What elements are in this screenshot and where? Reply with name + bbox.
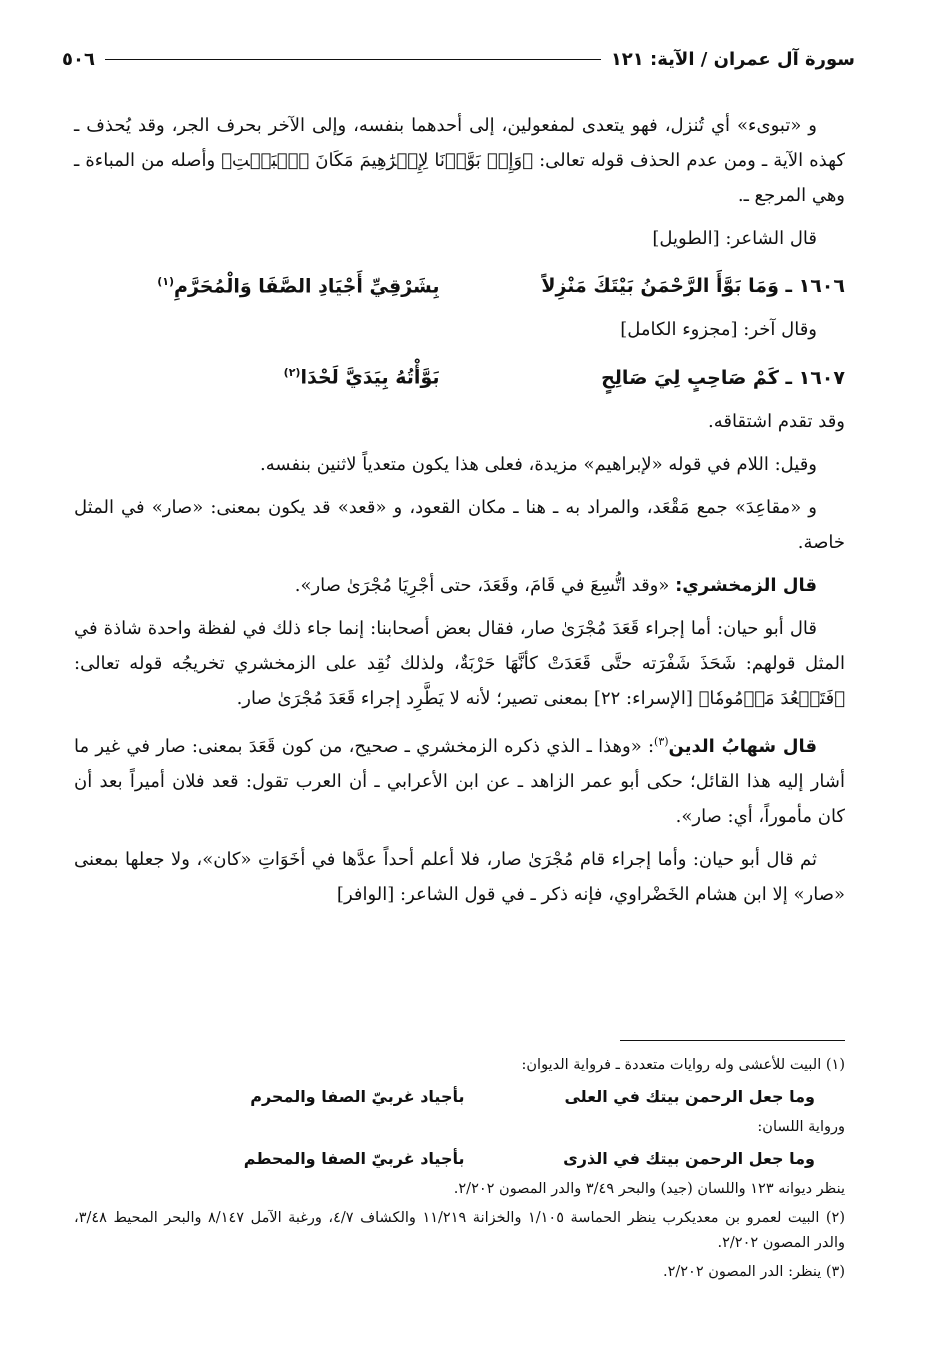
meter-label: قال الشاعر: [الطويل] [652, 228, 817, 249]
paragraph: ثم قال أبو حيان: وأما إجراء قام مُجْرَىٰ صار، فلا أعلم أحداً عدَّها في أخَوَاتِ «كان»، ولا جعلها بمعنى «صار» إلا ابن هشام الخَضْراوي، فإنه ذكر ـ في قول الشاعر: [الوافر] [74, 848, 845, 905]
paragraph: قال الزمخشري: «وقد اتُّسِعَ في قَامَ، وقَعَدَ، حتى أجْرِيَا مُجْرَىٰ صار». [294, 574, 817, 596]
header-rule [105, 59, 601, 60]
footnote-text: ورواية اللسان: [757, 1119, 845, 1135]
main-text [74, 108, 845, 920]
speaker-label: قال الزمخشري: [675, 574, 817, 596]
verse-1606 [74, 264, 845, 304]
meter-label: وقال آخر: [مجزوء الكامل] [620, 319, 817, 341]
page-number: ٥٠٦ [62, 48, 95, 70]
footnote-marker: (٣) [654, 734, 669, 748]
footnote-marker: (٢) [283, 366, 301, 380]
paragraph: و «تبوىء» أي تُنزل، فهو يتعدى لمفعولين، إلى أحدهما بنفسه، وإلى الآخر بحرف الجر، وقد يُحذف ـ كهذه الآية ـ ومن عدم الحذف قوله تعالى: ﴿وَإِذۡ بَوَّأۡنَا لِإِبۡرَٰهِيمَ مَكَانَ ٱلۡبَيۡتِ﴾ وأصله من المباءة ـ وهي المرجع ـ. [74, 115, 845, 206]
footnote-text: ينظر ديوانه ١٢٣ واللسان (جيد) والبحر ٣/٤٩ والدر المصون ٢/٢٠٢. [453, 1181, 845, 1197]
footnote-verse: وما جعل الرحمن بيتك في العلى بأجياد غربيّ الصفا والمحرم [250, 1087, 815, 1106]
surah-title: سورة آل عمران / الآية: ١٢١ [610, 48, 855, 70]
verse-1607 [74, 355, 845, 395]
paragraph: وقد تقدم اشتقاقه. [708, 410, 845, 432]
verse-second-half: بِشَرْقِيِّ أَجْيَادِ الصَّفَا وَالْمُحَرَّمِ$^{(١)}$ [157, 275, 440, 298]
footnote-verse: وما جعل الرحمن بيتك في الذرى بأجياد غربيّ الصفا والمحطم [243, 1149, 815, 1168]
verse-first-half: ١٦٠٧ ـ كَمْ صَاحِبٍ لِيَ صَالِحٍ [601, 366, 845, 389]
paragraph: قال أبو حيان: أما إجراء قَعَدَ مُجْرَىٰ صار، فقال بعض أصحابنا: إنما جاء ذلك في لفظة واحدة شاذة في المثل قولهم: شَحَذَ شَفْرَته حتَّى قَعَدَتْ كأنَّهَا حَرْبَةٌ، ولذلك نُقِد على الزمخشري تخريجُه قوله تعالى: ﴿فَتَقۡعُدَ مَذۡمُومٗا﴾ [الإسراء: ٢٢] بمعنى تصير؛ لأنه لا يَطَّرِد إجراء قَعَدَ مُجْرَىٰ صار. [74, 617, 845, 709]
footnote-2: (٢) البيت لعمرو بن معديكرب ينظر الحماسة ١/١٠٥ والخزانة ١١/٢١٩ والكشاف ٤/٧، ورغبة الآمل ٨/١٤٧ والبحر المحيط ٣/٤٨، والدر المصون ٢/٢٠٢. [74, 1210, 845, 1251]
paragraph: وقيل: اللام في قوله «لإبراهيم» مزيدة، فعلى هذا يكون متعدياً لاثنين بنفسه. [260, 453, 817, 475]
footnotes [74, 1053, 845, 1289]
paragraph: قال شهابُ الدين$^{(٣)}$: «وهذا ـ الذي ذكره الزمخشري ـ صحيح، من كون قَعَدَ بمعنى: صار في غير ما أشار إليه هذا القائل؛ حكى أبو عمر الزاهد ـ عن ابن الأعرابي ـ أن العرب تقول: قعد فلان أميراً بعد أن كان مأموراً، أي: صار». [74, 734, 845, 827]
footnote-3: (٣) ينظر: الدر المصون ٢/٢٠٢. [662, 1264, 845, 1280]
paragraph: و «مقاعِدَ» جمع مَقْعَد، والمراد به ـ هنا ـ مكان القعود، و «قعد» قد يكون بمعنى: «صار» في المثل خاصة. [74, 496, 845, 553]
footnote-1: (١) البيت للأعشى وله روايات متعددة ـ فرواية الديوان: [521, 1057, 845, 1073]
footnote-marker: (١) [157, 275, 175, 288]
footnote-separator [620, 1040, 845, 1041]
speaker-label: قال شهابُ الدين [668, 735, 817, 757]
verse-first-half: ١٦٠٦ ـ وَمَا بَوَّأَ الرَّحْمَنُ بَيْتَكَ مَنْزِلاً [541, 275, 845, 298]
verse-second-half: بَوَّأْتُهُ بِيَدَيَّ لَحْدَا$^{(٢)}$ [283, 366, 440, 389]
page-header [62, 44, 855, 74]
